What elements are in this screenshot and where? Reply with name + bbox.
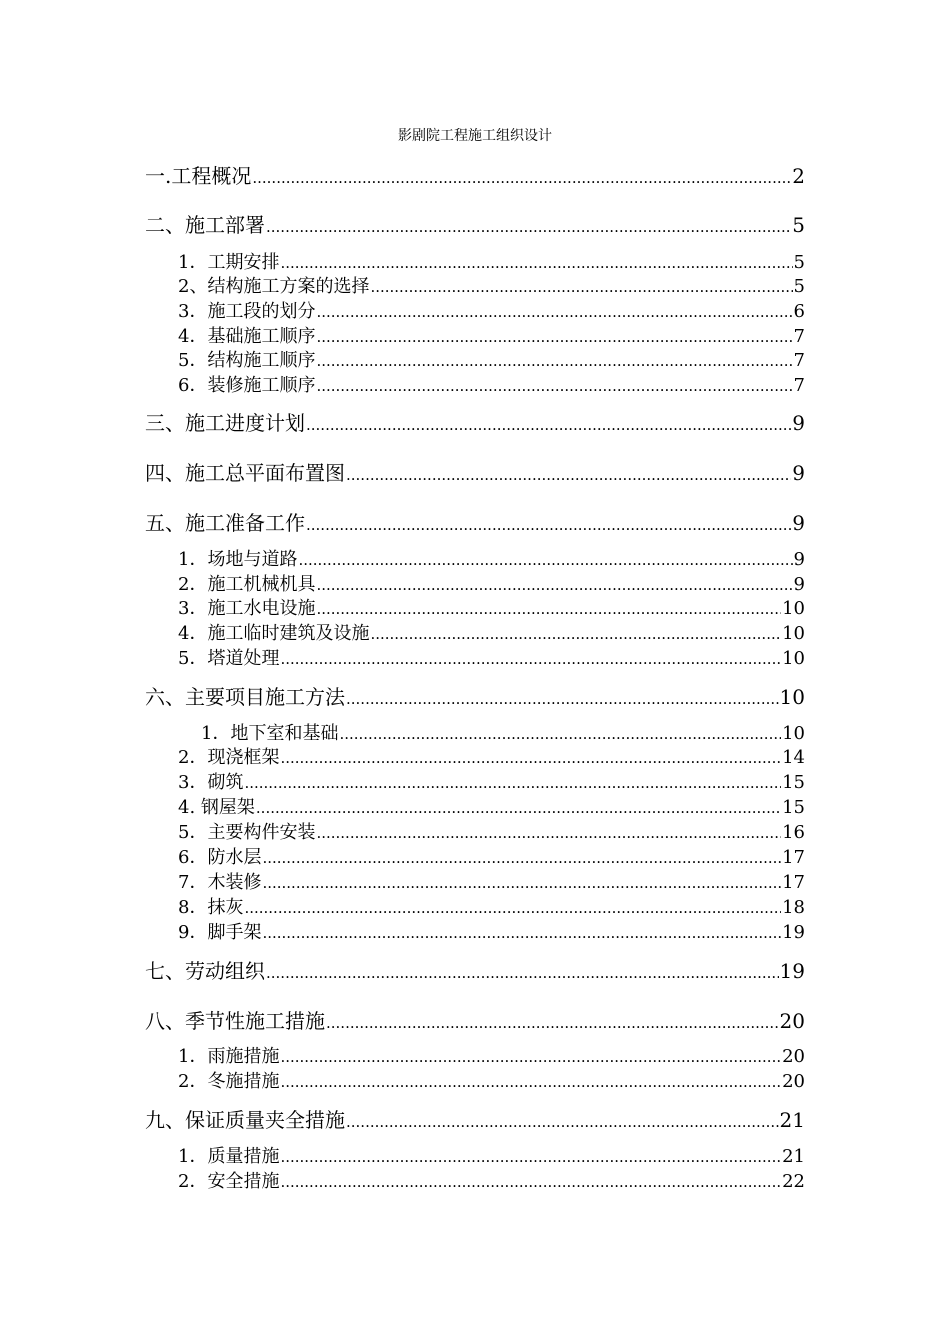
toc-entry-page: 19 [779, 959, 805, 983]
toc-entry-page: 20 [782, 1046, 805, 1067]
dot-leader [252, 165, 791, 191]
toc-entry-label: 4. 钢屋架 [178, 797, 255, 818]
dot-leader [316, 325, 792, 349]
dot-leader [266, 960, 779, 986]
toc-entry[interactable] [145, 958, 805, 986]
toc-subentry[interactable] [178, 597, 805, 621]
toc-subentry[interactable] [178, 622, 805, 646]
dot-leader [316, 349, 792, 373]
toc-entry-page: 9 [793, 574, 805, 595]
toc-entry-label: 五、施工准备工作 [145, 511, 305, 535]
toc-entry-page: 7 [793, 375, 805, 396]
dot-leader [280, 1070, 781, 1094]
toc-entry-label: 3．施工段的划分 [178, 301, 316, 322]
toc-entry-label: 七、劳动组织 [145, 959, 265, 983]
toc-entry-label: 4．施工临时建筑及设施 [178, 623, 370, 644]
dot-leader [244, 896, 781, 920]
toc-subentry[interactable] [178, 746, 805, 770]
dot-leader [256, 796, 781, 820]
dot-leader [306, 512, 791, 538]
toc-entry-page: 14 [782, 747, 805, 768]
toc-subentry[interactable] [178, 1170, 805, 1194]
toc-entry[interactable] [145, 510, 805, 538]
toc-entry-label: 5．结构施工顺序 [178, 350, 316, 371]
toc-entry-label: 4．基础施工顺序 [178, 326, 316, 347]
toc-entry[interactable] [145, 1107, 805, 1135]
toc-entry-page: 6 [793, 301, 805, 322]
toc-subentry[interactable] [178, 796, 805, 820]
toc-entry-label: 九、保证质量夹全措施 [145, 1108, 345, 1132]
toc-entry[interactable] [145, 163, 805, 191]
toc-entry-label: 三、施工进度计划 [145, 411, 305, 435]
dot-leader [326, 1010, 779, 1036]
toc-entry-page: 7 [793, 350, 805, 371]
dot-leader [262, 846, 781, 870]
dot-leader [280, 1170, 781, 1194]
toc-entry-label: 3．砌筑 [178, 772, 244, 793]
toc-entry-label: 7．木装修 [178, 872, 262, 893]
toc-entry-page: 22 [782, 1171, 805, 1192]
toc-entry[interactable] [145, 1008, 805, 1036]
toc-subentry[interactable] [178, 548, 805, 572]
toc-entry-label: 二、施工部署 [145, 213, 265, 237]
toc-entry-label: 6．装修施工顺序 [178, 375, 316, 396]
toc-entry-label: 2．安全措施 [178, 1171, 280, 1192]
dot-leader [280, 1145, 781, 1169]
toc-entry-page: 10 [779, 685, 805, 709]
toc-entry-label: 5．主要构件安装 [178, 822, 316, 843]
toc-entry-page: 17 [782, 847, 805, 868]
toc-entry-label: 8．抹灰 [178, 897, 244, 918]
toc-entry-label: 6．防水层 [178, 847, 262, 868]
toc-entry-page: 10 [782, 723, 805, 744]
toc-subentry[interactable] [178, 1070, 805, 1094]
toc-entry-label: 一.工程概况 [145, 164, 252, 188]
dot-leader [370, 275, 792, 299]
toc-entry-label: 2．施工机械机具 [178, 574, 316, 595]
dot-leader [280, 251, 792, 275]
toc-subentry[interactable] [178, 1045, 805, 1069]
toc-subentry[interactable] [178, 573, 805, 597]
toc-subentry[interactable] [178, 821, 805, 845]
dot-leader [339, 722, 781, 746]
toc-entry-page: 9 [792, 461, 805, 485]
toc-subentry[interactable] [201, 722, 805, 746]
dot-leader [346, 1109, 779, 1135]
toc-entry-page: 10 [782, 648, 805, 669]
toc-subentry[interactable] [178, 871, 805, 895]
dot-leader [346, 462, 791, 488]
dot-leader [370, 622, 781, 646]
toc-entry-page: 5 [792, 213, 805, 237]
toc-entry[interactable] [145, 684, 805, 712]
toc-entry-label: 八、季节性施工措施 [145, 1009, 325, 1033]
toc-subentry[interactable] [178, 896, 805, 920]
dot-leader [316, 597, 781, 621]
toc-subentry[interactable] [178, 251, 805, 275]
toc-entry-page: 16 [782, 822, 805, 843]
toc-subentry[interactable] [178, 1145, 805, 1169]
toc-entry[interactable] [145, 410, 805, 438]
toc-entry-label: 六、主要项目施工方法 [145, 685, 345, 709]
toc-entry-page: 15 [782, 797, 805, 818]
toc-subentry[interactable] [178, 374, 805, 398]
toc-subentry[interactable] [178, 846, 805, 870]
toc-entry-page: 5 [793, 252, 805, 273]
toc-entry-page: 9 [793, 549, 805, 570]
toc-entry-page: 9 [792, 411, 805, 435]
dot-leader [298, 548, 792, 572]
toc-entry-label: 9．脚手架 [178, 922, 262, 943]
dot-leader [280, 746, 781, 770]
dot-leader [316, 374, 792, 398]
dot-leader [306, 412, 791, 438]
toc-entry-page: 5 [793, 276, 805, 297]
toc-entry-page: 15 [782, 772, 805, 793]
toc-entry-label: 1．场地与道路 [178, 549, 298, 570]
toc-entry-label: 1．质量措施 [178, 1146, 280, 1167]
toc-entry-page: 18 [782, 897, 805, 918]
toc-entry-label: 1．雨施措施 [178, 1046, 280, 1067]
toc-entry-label: 1．工期安排 [178, 252, 280, 273]
dot-leader [262, 921, 781, 945]
toc-subentry[interactable] [178, 771, 805, 795]
toc-entry-label: 2．冬施措施 [178, 1071, 280, 1092]
document-title: 影剧院工程施工组织设计 [398, 128, 552, 144]
toc-entry-label: 1．地下室和基础 [201, 723, 339, 744]
toc-entry-page: 9 [792, 511, 805, 535]
toc-entry-page: 10 [782, 623, 805, 644]
toc-entry-page: 20 [782, 1071, 805, 1092]
toc-subentry[interactable] [178, 325, 805, 349]
toc-entry-label: 3．施工水电设施 [178, 598, 316, 619]
toc-subentry[interactable] [178, 275, 805, 299]
dot-leader [244, 771, 781, 795]
toc-entry-label: 四、施工总平面布置图 [145, 461, 345, 485]
dot-leader [262, 871, 781, 895]
toc-entry-page: 10 [782, 598, 805, 619]
toc-subentry[interactable] [178, 921, 805, 945]
dot-leader [316, 821, 781, 845]
toc-entry-page: 2 [792, 164, 805, 188]
dot-leader [280, 1045, 781, 1069]
toc-entry-label: 5．塔道处理 [178, 648, 280, 669]
toc-entry-page: 21 [779, 1108, 805, 1132]
toc-entry-label: 2．现浇框架 [178, 747, 280, 768]
toc-subentry[interactable] [178, 349, 805, 373]
toc-entry-page: 7 [793, 326, 805, 347]
toc-entry-label: 2、结构施工方案的选择 [178, 276, 370, 297]
toc-subentry[interactable] [178, 300, 805, 324]
dot-leader [346, 686, 779, 712]
toc-entry-page: 17 [782, 872, 805, 893]
toc-entry[interactable] [145, 460, 805, 488]
dot-leader [316, 300, 792, 324]
dot-leader [266, 214, 791, 240]
dot-leader [316, 573, 792, 597]
toc-entry-page: 21 [782, 1146, 805, 1167]
dot-leader [280, 647, 781, 671]
toc-subentry[interactable] [178, 647, 805, 671]
toc-entry-page: 20 [779, 1009, 805, 1033]
toc-entry-page: 19 [782, 922, 805, 943]
toc-entry[interactable] [145, 212, 805, 240]
